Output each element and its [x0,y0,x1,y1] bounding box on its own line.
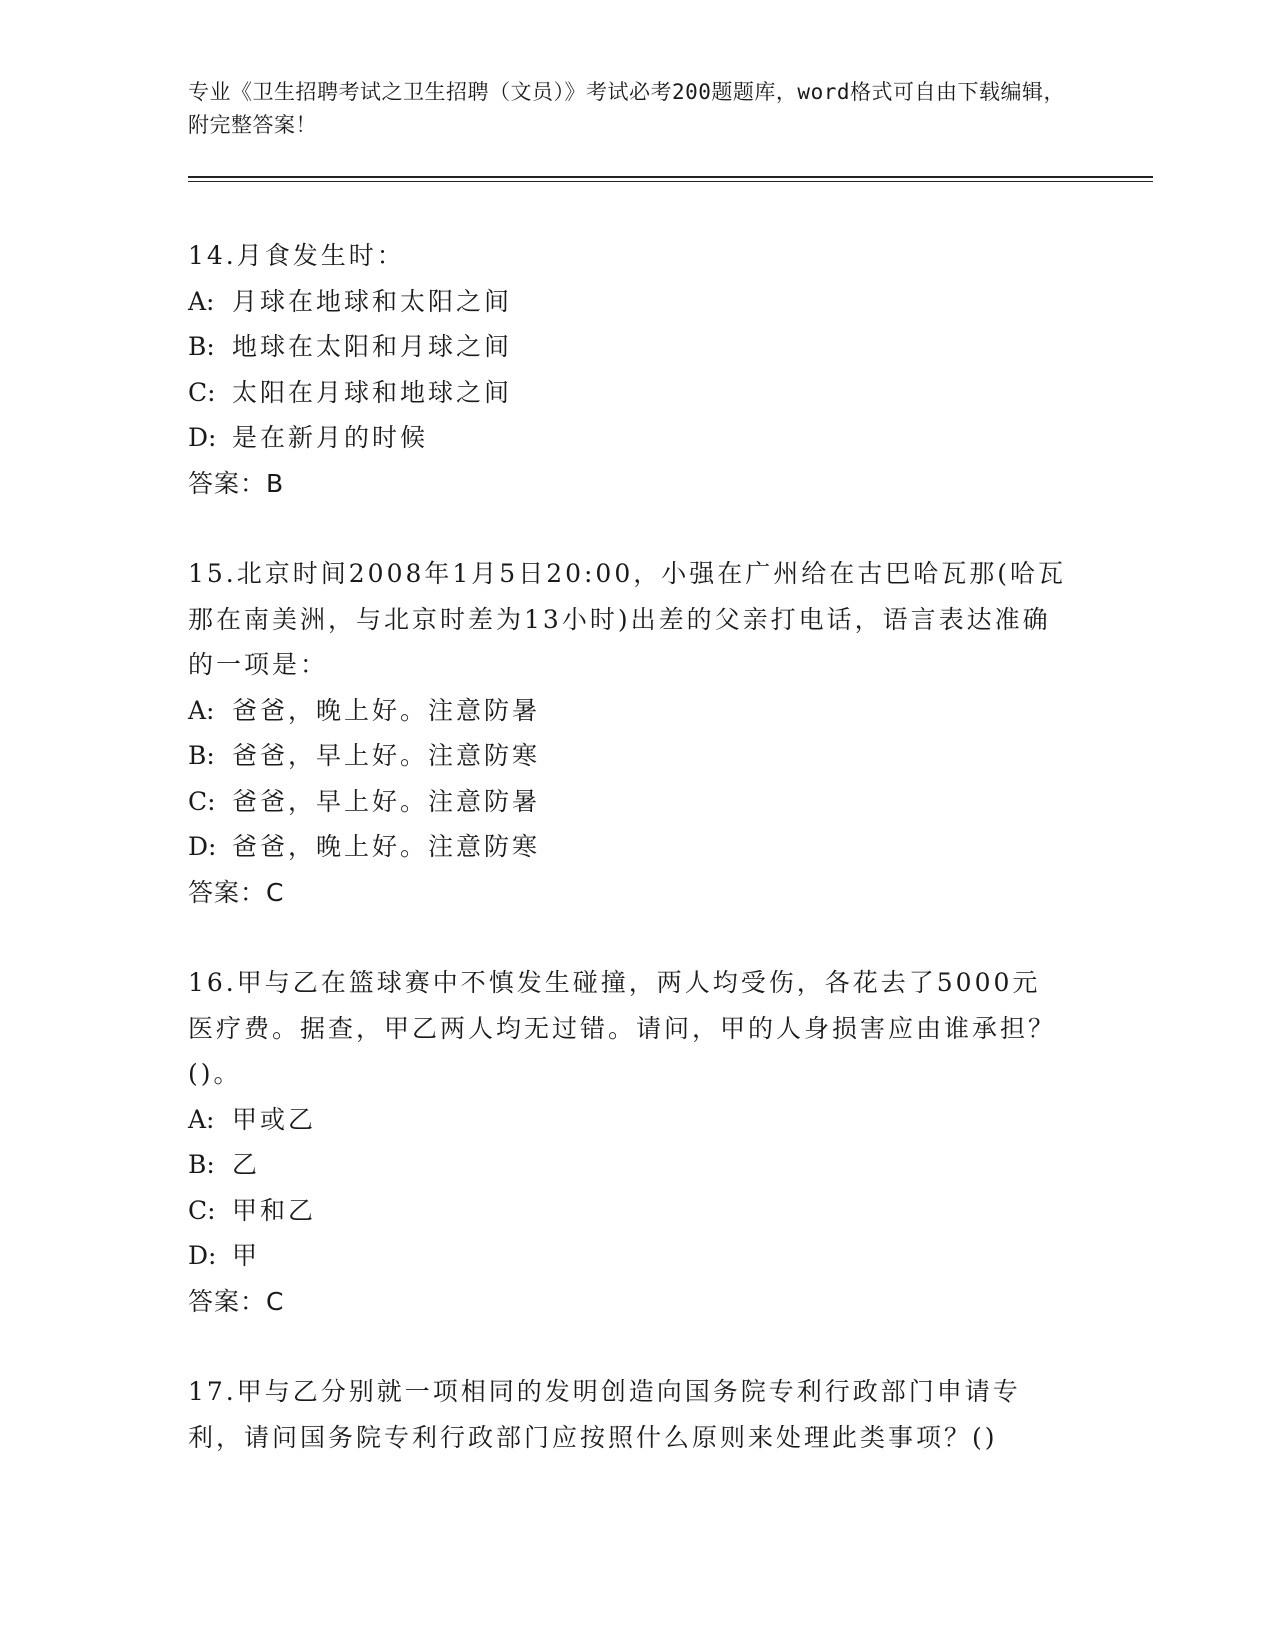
question-list [188,233,1068,1505]
option-text: 爸爸，晚上好。注意防暑 [232,695,541,725]
question-text: 15.北京时间2008年1月5日20:00，小强在广州给在古巴哈瓦那(哈瓦那在南美洲，与北京时差为13小时)出差的父亲打电话，语言表达准确的一项是： [188,559,1066,679]
option-letter: A: [188,286,215,316]
answer-line: 答案：C [188,877,285,907]
option-letter: C: [188,377,216,407]
question-16 [188,960,1068,1324]
option-letter: C: [188,1195,216,1225]
answer-line: 答案：C [188,1286,285,1316]
option-letter: B: [188,1150,215,1179]
option-letter: D: [188,832,217,861]
option-text: 爸爸，早上好。注意防暑 [232,786,541,816]
option-c [188,1188,1068,1234]
option-b [188,733,1068,779]
option-text: 太阳在月球和地球之间 [232,377,513,407]
option-a [188,279,1068,325]
option-letter: B: [188,332,215,361]
option-text: 地球在太阳和月球之间 [232,332,513,361]
question-text: 17.甲与乙分别就一项相同的发明创造向国务院专利行政部门申请专利，请问国务院专利行政部门应按照什么原则来处理此类事项？() [188,1377,1021,1452]
option-b [188,1142,1068,1188]
option-a [188,1097,1068,1143]
option-text: 甲和乙 [232,1195,317,1225]
question-14 [188,233,1068,506]
document-header: 专业《卫生招聘考试之卫生招聘（文员）》考试必考200题题库，word格式可自由下载编辑，附完整答案！ [188,80,1065,137]
option-text: 爸爸，早上好。注意防寒 [232,741,541,770]
option-text: 乙 [232,1150,261,1179]
option-text: 甲或乙 [232,1104,317,1134]
question-17 [188,1369,1068,1460]
option-text: 爸爸，晚上好。注意防寒 [232,832,541,861]
header-divider-thick [188,176,1153,178]
answer-line: 答案：B [188,468,285,498]
option-letter: A: [188,1104,215,1134]
option-d [188,415,1068,461]
option-letter: B: [188,741,215,770]
option-letter: D: [188,423,217,452]
option-b [188,324,1068,370]
option-text: 甲 [232,1241,261,1270]
header-divider-thin [188,181,1153,182]
option-text: 是在新月的时候 [232,423,429,452]
option-a [188,688,1068,734]
option-d [188,824,1068,870]
option-letter: A: [188,695,215,725]
option-c [188,779,1068,825]
option-c [188,370,1068,416]
option-letter: D: [188,1241,217,1270]
question-text: 16.甲与乙在篮球赛中不慎发生碰撞，两人均受伤，各花去了5000元医疗费。据查，甲乙两人均无过错。请问，甲的人身损害应由谁承担？()。 [188,968,1057,1088]
option-letter: C: [188,786,216,816]
question-text: 14.月食发生时： [188,241,405,270]
option-d [188,1233,1068,1279]
question-15 [188,551,1068,915]
option-text: 月球在地球和太阳之间 [232,286,513,316]
